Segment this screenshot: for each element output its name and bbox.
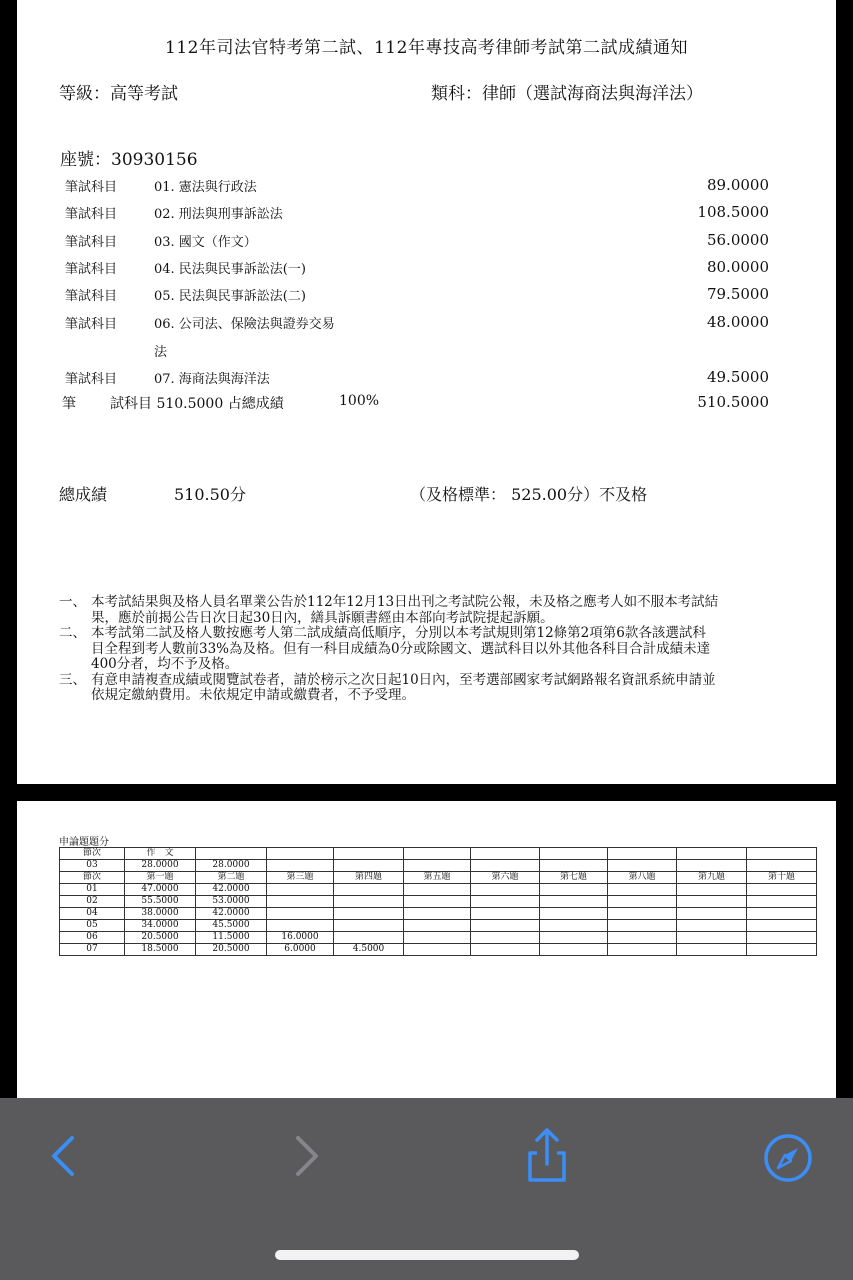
essay-table-cell: 53.0000 [196,896,267,908]
seat-number: 座號：30930156 [60,150,198,170]
essay-table-cell [747,920,817,932]
essay-table-cell [540,896,608,908]
essay-table-cell [608,932,677,944]
essay-table-cell [267,884,334,896]
subject-score: 48.0000 [706,313,769,331]
share-button[interactable] [522,1126,572,1188]
subject-label: 筆試科目 [65,289,118,304]
essay-table-cell [471,908,540,920]
essay-table-cell [334,896,404,908]
subject-name-wrap: 法 [154,345,168,360]
essay-table-cell: 28.0000 [196,860,267,872]
essay-table-cell [471,896,540,908]
subject-row [17,313,836,333]
essay-table-cell [747,944,817,956]
essay-table-cell [677,932,747,944]
essay-table-cell [334,920,404,932]
note-number: 三、 [59,671,86,688]
essay-table-cell [267,848,334,860]
essay-table-cell: 07 [60,944,125,956]
document-title: 112年司法官特考第二試、112年專技高考律師考試第二試成績通知 [165,38,688,58]
sum-score: 510.5000 [697,393,769,411]
essay-table-cell: 16.0000 [267,932,334,944]
subject-name: 07. 海商法與海洋法 [154,372,270,387]
essay-table-cell [540,860,608,872]
essay-table-cell [404,932,471,944]
essay-table-cell: 03 [60,860,125,872]
essay-table-cell: 04 [60,908,125,920]
essay-table-cell [608,884,677,896]
essay-table-cell [334,932,404,944]
essay-table-cell: 42.0000 [196,884,267,896]
essay-table-cell: 38.0000 [125,908,196,920]
essay-table-row [60,908,817,920]
essay-table-cell: 55.5000 [125,896,196,908]
essay-table-cell [747,848,817,860]
exam-level: 等級：高等考試 [59,84,178,104]
essay-table-cell: 20.5000 [196,944,267,956]
essay-table-row [60,944,817,956]
subject-label: 筆試科目 [65,180,118,195]
essay-table-cell: 作 文 [125,848,196,860]
note-number: 二、 [59,625,86,641]
note-item [59,626,719,673]
essay-table-cell [404,896,471,908]
pass-standard: （及格標準： 525.00分）不及格 [410,485,648,504]
subject-row [17,176,836,196]
subject-name: 01. 憲法與行政法 [154,180,257,195]
back-icon [44,1134,80,1178]
essay-table-cell [404,944,471,956]
essay-table-cell [747,884,817,896]
essay-table-cell: 第九題 [677,872,747,884]
share-icon [522,1126,572,1184]
essay-table-cell [677,884,747,896]
essay-table-cell [196,848,267,860]
essay-table-row [60,932,817,944]
essay-table-row [60,860,817,872]
subject-label: 筆試科目 [65,235,118,250]
essay-table-row [60,848,817,860]
essay-table-cell: 第二題 [196,872,267,884]
essay-table-cell [471,944,540,956]
essay-table-cell [608,860,677,872]
essay-table-cell: 02 [60,896,125,908]
essay-table-cell [677,896,747,908]
subject-score: 79.5000 [706,285,769,303]
essay-table-row [60,872,817,884]
essay-table-cell [677,860,747,872]
note-text: 本考試結果與及格人員名單業公告於112年12月13日出刊之考試院公報，未及格之應考人如不服本考試結果，應於前揭公告日次日起30日內，繕具訴願書經由本部向考試院提起訴願。 [91,594,719,626]
subject-row [17,258,836,278]
essay-table-cell [677,848,747,860]
essay-table-cell [540,920,608,932]
total-label: 總成績 [59,485,108,504]
essay-table-cell [540,884,608,896]
essay-table-cell [608,848,677,860]
essay-table-cell [747,908,817,920]
essay-table-cell: 6.0000 [267,944,334,956]
essay-table-cell: 45.5000 [196,920,267,932]
subject-label: 筆試科目 [65,262,118,277]
essay-table-cell [404,908,471,920]
subject-score: 108.5000 [697,203,769,221]
essay-table-cell: 第七題 [540,872,608,884]
essay-table-cell [404,860,471,872]
essay-table-cell: 47.0000 [125,884,196,896]
essay-table-cell: 18.5000 [125,944,196,956]
essay-table-cell: 第十題 [747,872,817,884]
essay-table-cell: 42.0000 [196,908,267,920]
subject-score: 80.0000 [706,258,769,276]
essay-table-cell: 第六題 [471,872,540,884]
total-value: 510.50分 [174,485,246,504]
essay-table-cell: 第八題 [608,872,677,884]
essay-table-cell [267,896,334,908]
sum-percent: 100% [339,393,380,409]
sum-text: 試科目 510.5000 占總成績 [110,396,284,412]
subject-name: 05. 民法與民事訴訟法(二) [154,289,306,304]
essay-table-cell [540,848,608,860]
essay-scores-table [59,847,817,956]
subject-score: 49.5000 [706,368,769,386]
note-text: 本考試第二試及格人數按應考人第二試成績高低順序，分別以本考試規則第12條第2項第6款各該選試科目全程到考人數前33%為及格。但有一科目成績為0分或除國文、選試科目以外其他各科目合計成績未達400分者，均不予及格。 [91,625,711,672]
subject-row [17,368,836,388]
essay-table-cell [267,920,334,932]
essay-table-cell [747,932,817,944]
note-text: 有意申請複查成績或閱覽試卷者，請於榜示之次日起10日內，至考選部國家考試網路報名資訊系統申請並依規定繳納費用。未依規定申請或繳費者，不予受理。 [91,671,716,703]
essay-table-cell [608,896,677,908]
home-indicator[interactable] [275,1250,579,1260]
forward-icon [290,1134,326,1178]
essay-table-cell: 節次 [60,848,125,860]
essay-table-cell [267,908,334,920]
essay-table-cell [267,860,334,872]
subject-name: 02. 刑法與刑事訴訟法 [154,207,283,222]
essay-table-cell: 第五題 [404,872,471,884]
note-item [59,595,719,626]
back-button[interactable] [44,1134,80,1182]
essay-table-cell: 05 [60,920,125,932]
document-page-2 [17,801,836,1098]
essay-table-cell [677,944,747,956]
essay-table-cell [404,884,471,896]
essay-table-cell: 第四題 [334,872,404,884]
essay-table-cell [540,908,608,920]
essay-table-cell [471,884,540,896]
essay-table-row [60,920,817,932]
essay-table-cell: 20.5000 [125,932,196,944]
subject-row-continuation [17,341,836,361]
subject-name: 03. 國文（作文） [154,235,257,250]
note-number: 一、 [59,594,86,610]
essay-table-cell [334,848,404,860]
essay-table-cell: 4.5000 [334,944,404,956]
essay-table-cell [608,944,677,956]
essay-table-cell: 28.0000 [125,860,196,872]
notes [59,595,719,704]
subject-label: 筆試科目 [65,207,118,222]
essay-table-cell: 第一題 [125,872,196,884]
forward-button[interactable] [290,1134,326,1182]
essay-table-cell [334,908,404,920]
essay-table-cell [471,848,540,860]
sum-prefix: 筆 [62,396,76,412]
essay-table-cell [747,860,817,872]
subject-name: 04. 民法與民事訴訟法(一) [154,262,306,277]
essay-table-cell [677,908,747,920]
subject-row [17,231,836,251]
essay-table-cell [540,944,608,956]
essay-table-cell: 06 [60,932,125,944]
essay-table-cell [471,932,540,944]
exam-category: 類科：律師（選試海商法與海洋法） [431,84,703,104]
subject-row [17,203,836,223]
essay-table-cell [471,860,540,872]
essay-table-cell [404,920,471,932]
essay-table-row [60,884,817,896]
subject-score: 56.0000 [706,231,769,249]
subject-score: 89.0000 [706,176,769,194]
essay-table-cell [747,896,817,908]
essay-scores-label: 申論題題分 [59,837,109,848]
essay-table-cell [471,920,540,932]
essay-table-cell: 11.5000 [196,932,267,944]
essay-table-cell [677,920,747,932]
essay-table-cell [404,848,471,860]
document-page-1 [17,0,836,784]
essay-table-cell: 34.0000 [125,920,196,932]
essay-table-cell: 01 [60,884,125,896]
note-item [59,673,719,704]
essay-table-cell: 第三題 [267,872,334,884]
essay-table-cell [608,920,677,932]
essay-table-cell [608,908,677,920]
safari-compass-icon [762,1132,814,1184]
safari-button[interactable] [762,1132,814,1188]
essay-table-cell [540,932,608,944]
subject-label: 筆試科目 [65,317,118,332]
subject-label: 筆試科目 [65,372,118,387]
subject-row [17,285,836,305]
essay-table-cell: 節次 [60,872,125,884]
essay-table-row [60,896,817,908]
essay-table-cell [334,860,404,872]
essay-table-cell [334,884,404,896]
subject-name: 06. 公司法、保險法與證券交易 [154,317,335,332]
